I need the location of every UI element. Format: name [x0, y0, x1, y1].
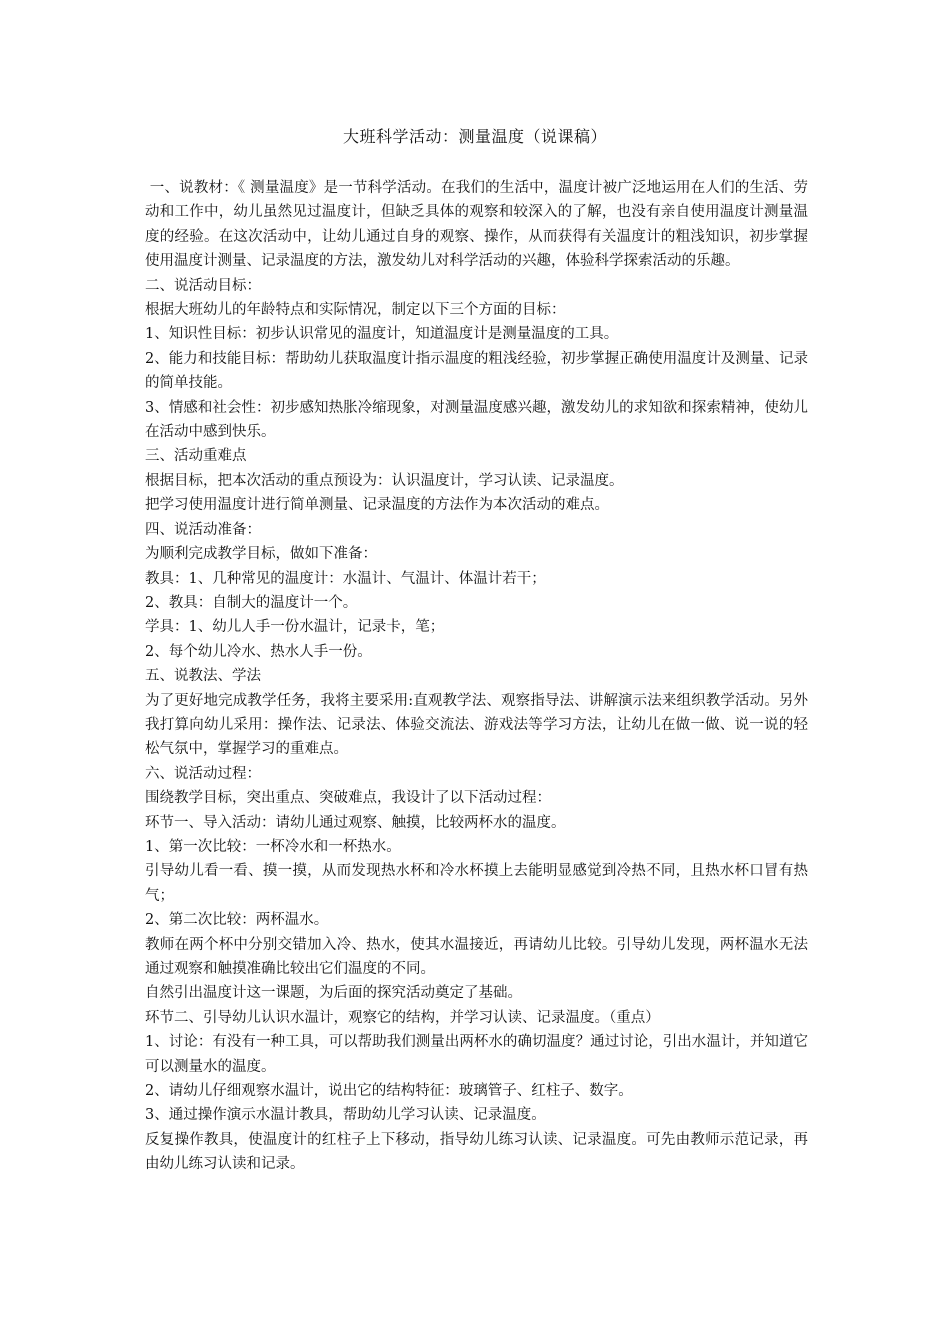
document-body — [145, 176, 808, 1177]
paragraph: 2、每个幼儿冷水、热水人手一份。 — [145, 643, 372, 660]
paragraph: 把学习使用温度计进行简单测量、记录温度的方法作为本次活动的难点。 — [145, 497, 609, 514]
paragraph-teaching-material: 一、说教材：《 测量温度》是一节科学活动。在我们的生活中，温度计被广泛地运用在人们的生活、劳动和工作中，幼儿虽然见过温度计，但缺乏具体的观察和较深入的了解，也没有亲自使用温度计测量温度的经验。在这次活动中，让幼儿通过自身的观察、操作，从而获得有关温度计的粗浅知识，初步掌握使用温度计测量、记录温度的方法，激发幼儿对科学活动的兴趣，体验科学探索活动的乐趣。 — [145, 180, 808, 270]
paragraph: 学具：1、幼儿人手一份水温计，记录卡，笔； — [145, 619, 445, 636]
paragraph: 2、教具：自制大的温度计一个。 — [145, 594, 358, 611]
heading-process: 六、说活动过程： — [145, 765, 261, 782]
paragraph: 引导幼儿看一看、摸一摸，从而发现热水杯和冷水杯摸上去能明显感觉到冷热不同，且热水杯口冒有热气； — [145, 863, 808, 904]
paragraph: 1、知识性目标：初步认识常见的温度计，知道温度计是测量温度的工具。 — [145, 326, 619, 343]
paragraph: 反复操作教具，使温度计的红柱子上下移动，指导幼儿练习认读、记录温度。可先由教师示范记录，再由幼儿练习认读和记录。 — [145, 1131, 808, 1173]
paragraph: 1、讨论：有没有一种工具，可以帮助我们测量出两杯水的确切温度？通过讨论，引出水温计，并知道它可以测量水的温度。 — [145, 1034, 808, 1075]
paragraph: 环节一、导入活动：请幼儿通过观察、触摸，比较两杯水的温度。 — [145, 814, 566, 831]
paragraph: 教师在两个杯中分别交错加入冷、热水，使其水温接近，再请幼儿比较。引导幼儿发现，两杯温水无法通过观察和触摸准确比较出它们温度的不同。 — [145, 936, 808, 977]
paragraph: 教具：1、几种常见的温度计：水温计、气温计、体温计若干； — [145, 570, 546, 587]
paragraph: 3、情感和社会性：初步感知热胀冷缩现象，对测量温度感兴趣，激发幼儿的求知欲和探索精神，使幼儿在活动中感到快乐。 — [145, 399, 808, 441]
paragraph: 自然引出温度计这一课题，为后面的探究活动奠定了基础。 — [145, 985, 522, 1002]
heading-key-points: 三、活动重难点 — [145, 448, 247, 465]
paragraph: 根据目标，把本次活动的重点预设为：认识温度计，学习认读、记录温度。 — [145, 472, 624, 489]
paragraph: 1、第一次比较：一杯冷水和一杯热水。 — [145, 838, 401, 855]
heading-preparation: 四、说活动准备： — [145, 521, 261, 538]
document-title: 大班科学活动：测量温度（说课稿） — [342, 127, 607, 146]
paragraph: 2、第二次比较：两杯温水。 — [145, 912, 329, 929]
paragraph: 为了更好地完成教学任务，我将主要采用:直观教学法、观察指导法、讲解演示法来组织教学活动。另外我打算向幼儿采用：操作法、记录法、体验交流法、游戏法等学习方法，让幼儿在做一做、说一说的轻松气氛中，掌握学习的重难点。 — [145, 692, 808, 758]
paragraph: 3、通过操作演示水温计教具，帮助幼儿学习认读、记录温度。 — [145, 1107, 546, 1124]
paragraph: 为顺利完成教学目标，做如下准备： — [145, 546, 377, 563]
heading-activity-goals: 二、说活动目标： — [145, 277, 261, 294]
paragraph: 根据大班幼儿的年龄特点和实际情况，制定以下三个方面的目标： — [145, 302, 566, 319]
heading-methods: 五、说教法、学法 — [145, 668, 261, 685]
paragraph: 围绕教学目标，突出重点、突破难点，我设计了以下活动过程： — [145, 790, 551, 807]
paragraph: 环节二、引导幼儿认识水温计，观察它的结构，并学习认读、记录温度。（重点） — [145, 1009, 660, 1026]
paragraph: 2、能力和技能目标：帮助幼儿获取温度计指示温度的粗浅经验，初步掌握正确使用温度计及测量、记录的简单技能。 — [145, 350, 808, 392]
paragraph: 2、请幼儿仔细观察水温计，说出它的结构特征：玻璃管子、红柱子、数字。 — [145, 1083, 633, 1100]
